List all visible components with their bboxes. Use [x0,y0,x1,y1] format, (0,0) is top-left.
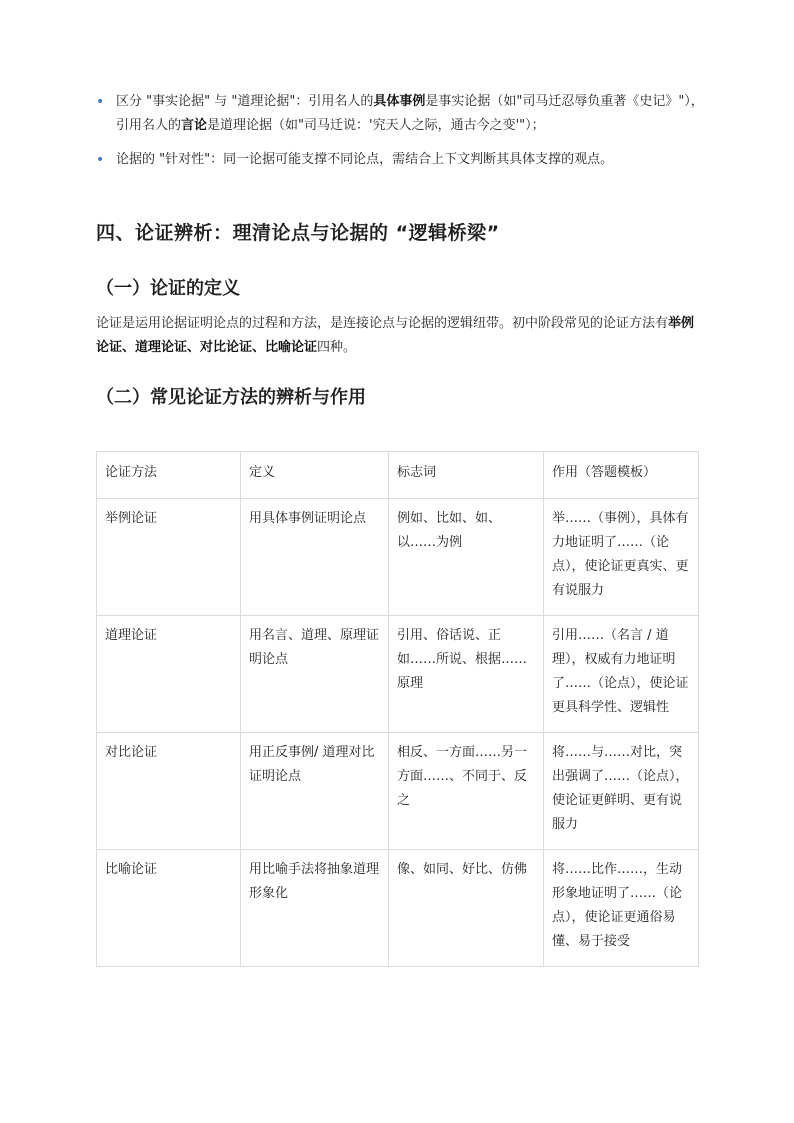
table-cell: 用名言、道理、原理证明论点 [241,616,389,733]
table-cell: 道理论证 [97,616,241,733]
table-cell: 例如、比如、如、以……为例 [389,499,544,616]
bullet-list [96,90,706,182]
table-cell: 用具体事例证明论点 [241,499,389,616]
column-header: 论证方法 [97,452,241,499]
bullet-text: 论据的 "针对性"：同一论据可能支撑不同论点，需结合上下文判断其具体支撑的观点。 [116,152,614,167]
bullet-dot-icon: • [96,152,105,168]
table-cell: 用比喻手法将抽象道理形象化 [241,850,389,967]
paragraph-text: 四种。 [317,340,357,355]
table-row [97,616,699,733]
section-heading: 四、论证辨析：理清论点与论据的 “逻辑桥梁” [96,222,500,244]
subsection-heading: （二）常见论证方法的辨析与作用 [96,387,366,408]
table-cell: 引用……（名言 / 道理），权威有力地证明了……（论点），使论证更具科学性、逻辑性 [544,616,699,733]
table-cell: 举例论证 [97,499,241,616]
paragraph-text: 论证是运用论据证明论点的过程和方法，是连接论点与论据的逻辑纽带。初中阶段常见的论证方法有 [96,316,669,331]
table-row [97,850,699,967]
table-row [97,733,699,850]
table-cell: 相反、一方面……另一方面……、不同于、反之 [389,733,544,850]
bullet-dot-icon: • [96,94,105,110]
table-cell: 像、如同、好比、仿佛 [389,850,544,967]
table-header-row [97,452,699,499]
column-header: 作用（答题模板） [544,452,699,499]
table-cell: 将……与……对比，突出强调了……（论点），使论证更鲜明、更有说服力 [544,733,699,850]
table-cell: 用正反事例/ 道理对比证明论点 [241,733,389,850]
bold-text: 举例论证、道理论证、对比论证、比喻论证 [96,316,695,355]
list-item [96,90,706,138]
bullet-text: 区分 "事实论据" 与 "道理论据"：引用名人的 [116,94,374,109]
table-cell: 举……（事例），具体有力地证明了……（论点），使论证更真实、更有说服力 [544,499,699,616]
list-item [96,148,706,172]
table-row [97,499,699,616]
table-cell: 对比论证 [97,733,241,850]
table-cell: 比喻论证 [97,850,241,967]
argument-methods-table [96,451,699,967]
definition-paragraph [96,312,702,360]
bold-text: 言论 [181,118,208,133]
bullet-text: 是事实论据（如"司马迁忍辱负重著《史记》"），引用名人的 [116,94,704,133]
column-header: 定义 [241,452,389,499]
column-header: 标志词 [389,452,544,499]
table-cell: 引用、俗话说、正如……所说、根据……原理 [389,616,544,733]
bold-text: 具体事例 [373,94,426,109]
subsection-heading: （一）论证的定义 [96,278,240,299]
table-cell: 将……比作……，生动形象地证明了……（论点），使论证更通俗易懂、易于接受 [544,850,699,967]
bullet-text: 是道理论据（如"司马迁说：'究天人之际，通古今之变'"）； [207,118,545,133]
